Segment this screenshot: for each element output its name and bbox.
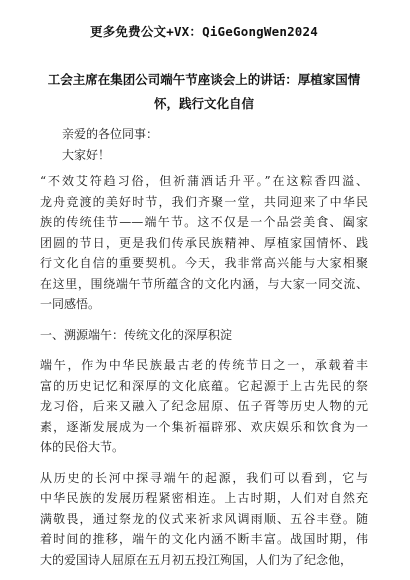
- salutation: 亲爱的各位同事：: [62, 127, 159, 141]
- document-title: [40, 68, 368, 116]
- paragraph-line: 大的爱国诗人屈原在五月初五投江殉国，人们为了纪念他，: [40, 552, 353, 567]
- paragraph-line: 富的历史记忆和深厚的文化底蕴。它起源于上古先民的祭: [40, 378, 368, 393]
- document-body: [40, 171, 368, 570]
- paragraph-line: 在这里，围绕端午节所蕴含的文化内涵，与大家一同交流、: [40, 276, 368, 291]
- paragraph-line: 素，逐渐发展成为一个集祈福辟邪、欢庆娱乐和饮食为一: [40, 419, 368, 434]
- paragraph-line: 龙舟竞渡的美好时节，我们齐聚一堂，共同迎来了中华民: [40, 194, 368, 209]
- paragraph: [40, 468, 368, 571]
- paragraph-line: 一、溯源端午：传统文化的深厚积淀: [40, 327, 233, 342]
- paragraph-line: 行文化自信的重要契机。今天，我非常高兴能与大家相聚: [40, 256, 368, 270]
- paragraph-line: 团圆的节日，更是我们传承民族精神、厚植家国情怀、践: [40, 235, 368, 250]
- paragraph-line: 中华民族的发展历程紧密相连。上古时期，人们对自然充: [40, 491, 368, 505]
- title-line-2: 怀，践行文化自信: [153, 96, 254, 111]
- greeting: 大家好！: [62, 147, 111, 162]
- paragraph-line: 体的民俗大节。: [40, 440, 125, 454]
- paragraph-line: “不效艾符趋习俗，但祈蒲酒话升平。”在这粽香四溢、: [40, 174, 368, 188]
- paragraph-line: 端午，作为中华民族最古老的传统节日之一，承载着丰: [40, 358, 368, 372]
- paragraph: [40, 171, 368, 315]
- paragraph-line: 从历史的长河中探寻端午的起源，我们可以看到，它与: [40, 470, 368, 485]
- paragraph: [40, 325, 368, 346]
- promo-banner: 更多免费公文+VX：QiGeGongWen2024: [90, 24, 318, 39]
- paragraph-line: 满敬畏，通过祭龙的仪式来祈求风调雨顺、五谷丰登。随: [40, 511, 368, 526]
- paragraph-line: 龙习俗，后来又融入了纪念屈原、伍子胥等历史人物的元: [40, 399, 368, 413]
- title-line-1: 工会主席在集团公司端午节座谈会上的讲话：厚植家国情: [47, 72, 361, 87]
- paragraph-line: 一同感悟。: [40, 297, 101, 311]
- paragraph: [40, 355, 368, 458]
- paragraph-line: 着时间的推移，端午的文化内涵不断丰富。战国时期，伟: [40, 532, 368, 546]
- paragraph-line: 族的传统佳节——端午节。这不仅是一个品尝美食、阖家: [40, 215, 368, 229]
